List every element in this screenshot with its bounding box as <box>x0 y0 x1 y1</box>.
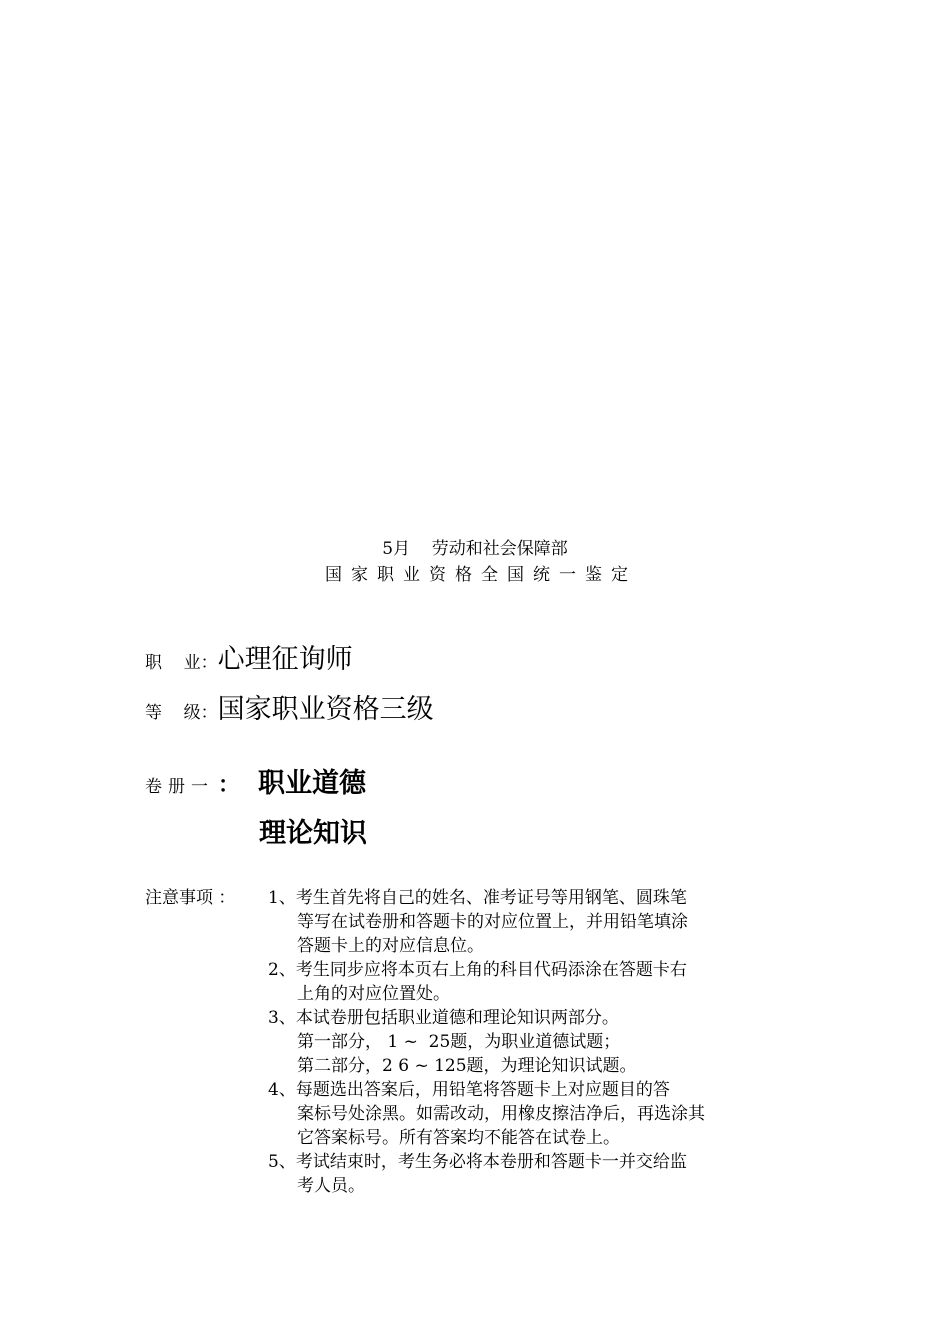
volume-label: 卷册一 <box>145 777 214 797</box>
profession-value: 心理征询师 <box>217 644 353 675</box>
note-line: 2、考生同步应将本页右上角的科目代码添涂在答题卡右 <box>268 960 687 980</box>
level-value: 国家职业资格三级 <box>217 694 434 725</box>
header-exam-title: 国家职业资格全国统一鉴定 <box>325 565 637 585</box>
level-row <box>145 693 434 727</box>
note-line: 5、考试结束时，考生务必将本卷册和答题卡一并交给监 <box>268 1152 687 1172</box>
notes-label: 注意事项 ： <box>145 888 236 908</box>
note-line: 等写在试卷册和答题卡的对应位置上，并用铅笔填涂 <box>297 912 688 932</box>
note-line: 考人员。 <box>297 1176 365 1196</box>
volume-colon: ： <box>218 772 241 798</box>
note-line: 4、每题选出答案后，用铅笔将答题卡上对应题目的答 <box>268 1080 670 1100</box>
profession-row <box>145 643 353 677</box>
note-line: 第一部分， 1 ~ 25题，为职业道德试题； <box>297 1032 621 1052</box>
volume-row <box>145 767 366 801</box>
note-line: 1、考生首先将自己的姓名、准考证号等用钢笔、圆珠笔 <box>268 888 687 908</box>
note-line: 答题卡上的对应信息位。 <box>297 936 484 956</box>
header-department: 5月 劳动和社会保障部 <box>382 539 568 559</box>
volume-value-ethics: 职业道德 <box>258 768 367 799</box>
volume-value-theory: 理论知识 <box>259 818 367 849</box>
note-line: 上角的对应位置处。 <box>297 984 450 1004</box>
note-line: 第二部分，2 6 ~ 125题，为理论知识试题。 <box>297 1056 637 1076</box>
profession-label: 职 业： <box>145 653 218 673</box>
note-line: 3、本试卷册包括职业道德和理论知识两部分。 <box>268 1008 619 1028</box>
notes-list <box>268 886 768 1198</box>
level-label: 等 级： <box>145 703 218 723</box>
note-line: 它答案标号。所有答案均不能答在试卷上。 <box>297 1128 620 1148</box>
note-line: 案标号处涂黑。如需改动，用橡皮擦洁净后，再选涂其 <box>297 1104 705 1124</box>
